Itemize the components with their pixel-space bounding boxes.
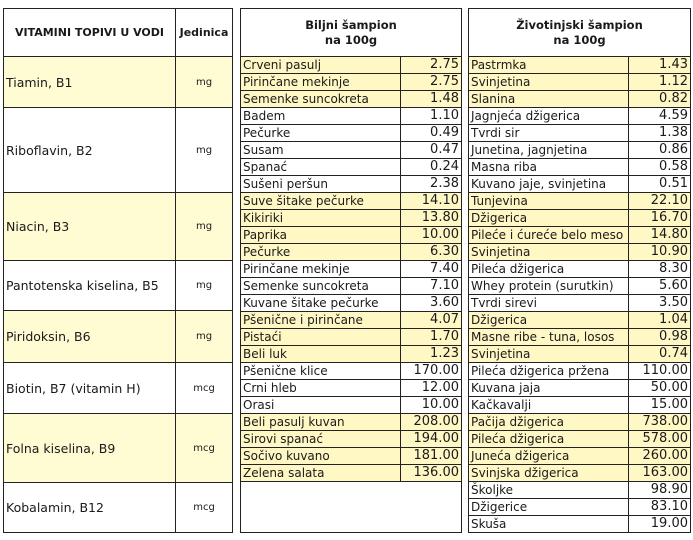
vitamins-header-unit: Jedinica <box>176 9 232 57</box>
vitamin-unit: mg <box>195 76 213 88</box>
animal-food-name: Tunjevina <box>469 193 629 209</box>
plant-food-name: Orasi <box>241 397 401 413</box>
animal-food-value: 15.00 <box>650 397 688 412</box>
vitamin-unit: mcg <box>193 442 215 454</box>
animal-food-value: 0.98 <box>659 329 688 344</box>
plant-food-name: Pistaći <box>241 329 401 345</box>
animal-food-value: 1.04 <box>659 312 688 327</box>
plant-food-name: Beli pasulj kuvan <box>241 414 401 430</box>
plant-food-name: Sirovi spanać <box>241 431 401 447</box>
animal-food-value: 738.00 <box>642 414 688 429</box>
plant-food-name: Spanać <box>241 159 401 175</box>
vitamin-unit: mcg <box>193 382 215 394</box>
vitamin-row <box>4 57 232 108</box>
animal-row <box>469 295 690 312</box>
vitamin-unit: mg <box>195 221 213 232</box>
animal-food-value: 0.74 <box>659 346 688 361</box>
animal-row <box>469 397 690 414</box>
plant-row <box>241 448 461 465</box>
animal-food-name: Junetina, jagnjetina <box>469 142 629 158</box>
vitamin-row <box>4 261 232 311</box>
plant-food-name: Pečurke <box>241 244 401 260</box>
animal-row <box>469 244 690 261</box>
animal-row <box>469 142 690 159</box>
plant-food-name: Pečurke <box>241 125 401 141</box>
plant-food-value: 14.10 <box>421 193 459 208</box>
plant-food-value: 2.75 <box>430 57 459 72</box>
plant-food-value: 0.47 <box>430 142 459 157</box>
plant-food-value: 7.40 <box>430 261 459 276</box>
animal-row <box>469 448 690 465</box>
plant-row <box>241 312 461 329</box>
animal-champion-table <box>468 8 691 533</box>
plant-food-value: 1.70 <box>430 329 459 344</box>
plant-food-name: Semenke suncokreta <box>241 91 401 107</box>
vitamin-name: Pantotenska kiselina, B5 <box>4 261 176 310</box>
animal-food-name: Kuvana jaja <box>469 380 629 396</box>
animal-food-name: Tvrdi sirevi <box>469 295 629 311</box>
animal-row <box>469 465 690 482</box>
animal-row <box>469 499 690 516</box>
animal-row <box>469 346 690 363</box>
plant-champion-table <box>240 8 462 533</box>
vitamin-row <box>4 311 232 363</box>
animal-row <box>469 125 690 142</box>
animal-row <box>469 74 690 91</box>
animal-food-name: Pileća džigerica pržena <box>469 363 629 379</box>
plant-row <box>241 159 461 176</box>
animal-food-value: 0.51 <box>659 176 688 191</box>
plant-food-value: 13.80 <box>421 210 459 225</box>
plant-food-value: 0.24 <box>430 159 459 174</box>
plant-food-name: Sušeni peršun <box>241 176 401 192</box>
animal-food-name: Svinjetina <box>469 244 629 260</box>
animal-food-value: 1.12 <box>659 74 688 89</box>
animal-food-name: Kuvano jaje, svinjetina <box>469 176 629 192</box>
animal-row <box>469 176 690 193</box>
animal-food-name: Pačija džigerica <box>469 414 629 430</box>
animal-row <box>469 329 690 346</box>
plant-row <box>241 397 461 414</box>
animal-food-name: Masne ribe - tuna, losos <box>469 329 629 345</box>
plant-food-value: 2.38 <box>430 176 459 191</box>
plant-food-value: 194.00 <box>413 431 459 446</box>
plant-food-value: 0.49 <box>430 125 459 140</box>
plant-row <box>241 278 461 295</box>
animal-food-value: 260.00 <box>642 448 688 463</box>
plant-table-header <box>241 9 461 57</box>
plant-row <box>241 57 461 74</box>
plant-food-name: Crni hleb <box>241 380 401 396</box>
plant-row <box>241 193 461 210</box>
vitamin-unit: mg <box>195 144 213 156</box>
animal-food-name: Svinjska džigerica <box>469 465 629 481</box>
animal-food-name: Pastrmka <box>469 57 629 73</box>
plant-food-value: 136.00 <box>413 465 459 480</box>
animal-food-value: 0.86 <box>659 142 688 157</box>
vitamin-name: Piridoksin, B6 <box>4 311 176 362</box>
animal-row <box>469 414 690 431</box>
animal-food-value: 50.00 <box>650 380 688 395</box>
plant-food-name: Pšenične i pirinčane <box>241 312 401 328</box>
plant-food-value: 6.30 <box>430 244 459 259</box>
animal-food-value: 22.10 <box>650 193 688 208</box>
vitamin-unit: mg <box>195 280 213 291</box>
plant-food-value: 10.00 <box>421 227 459 242</box>
animal-food-name: Pileća džigerica <box>469 431 629 447</box>
animal-header-line2: na 100g <box>553 32 606 47</box>
plant-food-name: Semenke suncokreta <box>241 278 401 294</box>
animal-row <box>469 227 690 244</box>
animal-food-value: 8.30 <box>659 261 688 276</box>
animal-food-name: Džigerica <box>469 210 629 226</box>
animal-food-name: Juneća džigerica <box>469 448 629 464</box>
animal-food-value: 16.70 <box>650 210 688 225</box>
plant-food-value: 3.60 <box>430 295 459 310</box>
animal-food-name: Jagnjeća džigerica <box>469 108 629 124</box>
plant-food-name: Susam <box>241 142 401 158</box>
animal-food-value: 110.00 <box>642 363 688 378</box>
plant-row <box>241 125 461 142</box>
plant-row <box>241 74 461 91</box>
plant-row <box>241 414 461 431</box>
plant-food-name: Paprika <box>241 227 401 243</box>
animal-food-name: Skuša <box>469 516 629 532</box>
plant-food-name: Beli luk <box>241 346 401 362</box>
plant-food-value: 12.00 <box>421 380 459 395</box>
vitamin-unit: mg <box>195 331 213 342</box>
plant-food-name: Pirinčane mekinje <box>241 74 401 90</box>
plant-row <box>241 380 461 397</box>
plant-food-value: 1.10 <box>430 108 459 123</box>
animal-row <box>469 210 690 227</box>
plant-food-name: Suve šitake pečurke <box>241 193 401 209</box>
animal-food-value: 19.00 <box>650 516 688 531</box>
animal-table-header <box>469 9 690 57</box>
vitamin-row <box>4 193 232 261</box>
vitamin-row <box>4 363 232 414</box>
plant-row <box>241 431 461 448</box>
plant-header-line2: na 100g <box>324 32 378 47</box>
animal-food-value: 14.80 <box>650 227 688 242</box>
plant-food-value: 208.00 <box>413 414 459 429</box>
animal-food-name: Džigerice <box>469 499 629 515</box>
plant-row <box>241 244 461 261</box>
animal-food-value: 1.38 <box>659 125 688 140</box>
vitamin-name: Niacin, B3 <box>4 193 176 260</box>
plant-row <box>241 261 461 278</box>
vitamin-name: Tiamin, B1 <box>4 57 176 107</box>
animal-row <box>469 431 690 448</box>
animal-food-name: Tvrdi sir <box>469 125 629 141</box>
plant-food-value: 2.75 <box>430 74 459 89</box>
plant-food-value: 181.00 <box>413 448 459 463</box>
animal-food-value: 98.90 <box>650 482 688 497</box>
animal-food-value: 3.50 <box>659 295 688 310</box>
animal-food-name: Džigerica <box>469 312 629 328</box>
animal-row <box>469 261 690 278</box>
vitamins-table <box>3 8 233 533</box>
plant-row <box>241 108 461 125</box>
vitamin-name: Riboflavin, B2 <box>4 108 176 192</box>
plant-food-name: Pirinčane mekinje <box>241 261 401 277</box>
vitamins-header-name: VITAMINI TOPIVI U VODI <box>4 9 176 57</box>
animal-food-value: 163.00 <box>642 465 688 480</box>
plant-food-value: 170.00 <box>413 363 459 378</box>
animal-food-name: Whey protein (surutkin) <box>469 278 629 294</box>
animal-food-value: 5.60 <box>659 278 688 293</box>
vitamin-name: Kobalamin, B12 <box>4 483 176 532</box>
plant-food-name: Crveni pasulj <box>241 57 401 73</box>
plant-food-value: 1.23 <box>430 346 459 361</box>
vitamin-row <box>4 483 232 532</box>
plant-row <box>241 176 461 193</box>
animal-food-name: Školjke <box>469 482 629 498</box>
animal-row <box>469 193 690 210</box>
plant-row <box>241 346 461 363</box>
animal-food-name: Kačkavalji <box>469 397 629 413</box>
plant-row <box>241 329 461 346</box>
plant-food-name: Sočivo kuvano <box>241 448 401 464</box>
plant-food-name: Badem <box>241 108 401 124</box>
plant-row <box>241 295 461 312</box>
animal-food-value: 578.00 <box>642 431 688 446</box>
animal-food-name: Slanina <box>469 91 629 107</box>
animal-food-value: 83.10 <box>650 499 688 514</box>
animal-row <box>469 91 690 108</box>
plant-food-name: Zelena salata <box>241 465 401 481</box>
vitamin-row <box>4 414 232 483</box>
animal-row <box>469 380 690 397</box>
animal-food-name: Svinjetina <box>469 346 629 362</box>
plant-food-name: Pšenične klice <box>241 363 401 379</box>
animal-food-value: 1.43 <box>659 57 688 72</box>
animal-food-value: 0.58 <box>659 159 688 174</box>
plant-food-value: 4.07 <box>430 312 459 327</box>
plant-food-value: 10.00 <box>421 397 459 412</box>
plant-row <box>241 465 461 482</box>
animal-row <box>469 108 690 125</box>
plant-row <box>241 227 461 244</box>
vitamin-name: Biotin, B7 (vitamin H) <box>4 363 176 413</box>
animal-row <box>469 159 690 176</box>
plant-row <box>241 210 461 227</box>
animal-header-line1: Životinjski šampion <box>516 17 643 32</box>
animal-food-name: Pileće i ćureće belo meso <box>469 227 629 243</box>
animal-food-name: Pileća džigerica <box>469 261 629 277</box>
vitamin-unit: mcg <box>193 502 215 513</box>
plant-row <box>241 363 461 380</box>
animal-food-name: Svinjetina <box>469 74 629 90</box>
plant-header-line1: Biljni šampion <box>305 17 397 32</box>
animal-food-value: 4.59 <box>659 108 688 123</box>
plant-food-name: Kuvane šitake pečurke <box>241 295 401 311</box>
animal-row <box>469 57 690 74</box>
plant-food-name: Kikiriki <box>241 210 401 226</box>
animal-row <box>469 278 690 295</box>
plant-food-value: 1.48 <box>430 91 459 106</box>
vitamin-name: Folna kiselina, B9 <box>4 414 176 482</box>
plant-row <box>241 91 461 108</box>
animal-row <box>469 482 690 499</box>
vitamin-row <box>4 108 232 193</box>
animal-food-value: 0.82 <box>659 91 688 106</box>
plant-food-value: 7.10 <box>430 278 459 293</box>
animal-food-value: 10.90 <box>650 244 688 259</box>
animal-food-name: Masna riba <box>469 159 629 175</box>
animal-row <box>469 516 690 533</box>
plant-row <box>241 142 461 159</box>
animal-row <box>469 363 690 380</box>
animal-row <box>469 312 690 329</box>
